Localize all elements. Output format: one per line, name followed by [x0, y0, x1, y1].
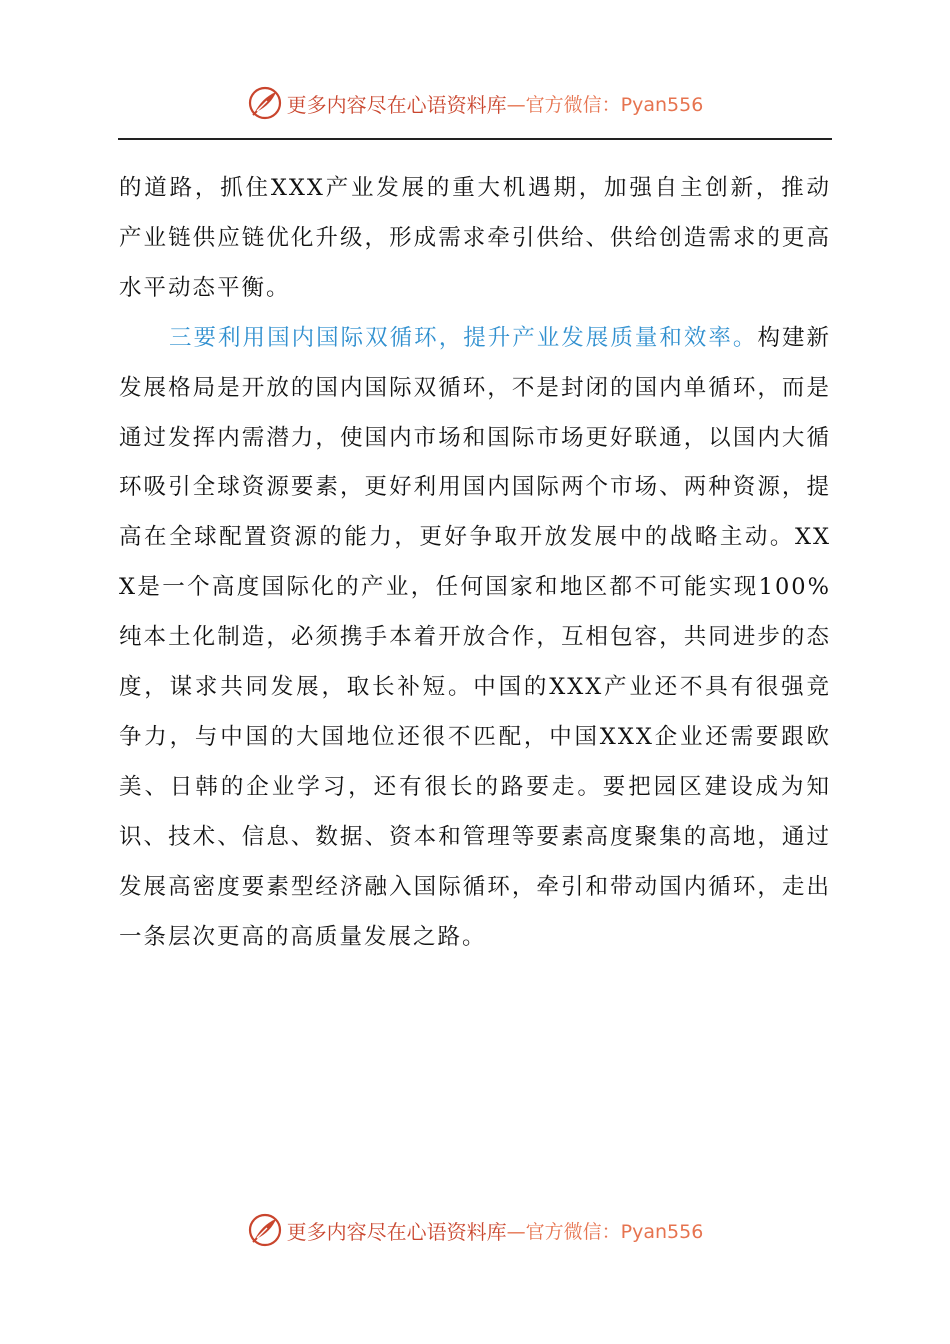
paragraph-2: [119, 314, 831, 963]
feather-pen-logo-icon: [247, 85, 283, 121]
footer-banner: [0, 1210, 950, 1250]
header-banner: [0, 83, 950, 123]
header-divider: [118, 138, 832, 140]
feather-pen-logo-icon: [247, 1212, 283, 1248]
paragraph-1: 的道路，抓住XXX产业发展的重大机遇期，加强自主创新，推动产业链供应链优化升级，形成需求牵引供给、供给创造需求的更高水平动态平衡。: [119, 175, 831, 301]
paragraph-2-body: 构建新发展格局是开放的国内国际双循环，不是封闭的国内单循环，而是通过发挥内需潜力，使国内市场和国际市场更好联通，以国内大循环吸引全球资源要素，更好利用国内国际两个市场、两种资源，提高在全球配置资源的能力，更好争取开放发展中的战略主动。XXX是一个高度国际化的产业，任何国家和地区都不可能实现100%纯本土化制造，必须携手本着开放合作，互相包容，共同进步的态度，谋求共同发展，取长补短。中国的XXX产业还不具有很强竞争力，与中国的大国地位还很不匹配，中国XXX企业还需要跟欧美、日韩的企业学习，还有很长的路要走。要把园区建设成为知识、技术、信息、数据、资本和管理等要素高度聚集的高地，通过发展高密度要素型经济融入国际循环，牵引和带动国内循环，走出一条层次更高的高质量发展之路。: [119, 324, 831, 950]
brand-text: 更多内容尽在心语资料库: [286, 92, 507, 117]
section-heading: 三要利用国内国际双循环，提升产业发展质量和效率。: [169, 324, 758, 351]
contact-text: —官方微信：Pyan556: [506, 93, 704, 116]
document-body: [119, 164, 831, 963]
brand-text: 更多内容尽在心语资料库: [286, 1219, 507, 1244]
contact-text: —官方微信：Pyan556: [506, 1220, 704, 1243]
